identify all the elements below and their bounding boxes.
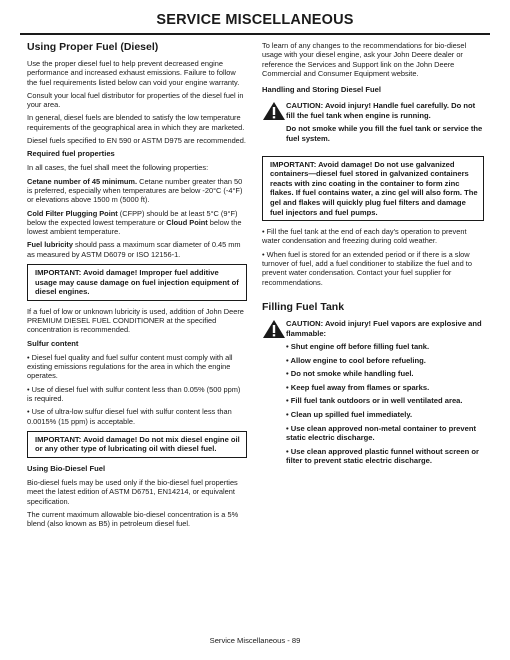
caution-line: CAUTION: Avoid injury! Handle fuel carefully. Do not fill the fuel tank when engine is running.: [286, 101, 476, 120]
caution-line: Do not smoke while you fill the fuel tank or service the fuel system.: [286, 124, 483, 143]
paragraph: Use the proper diesel fuel to help prevent decreased engine performance and increased exhaust emissions. Failure to follow the fuel requirements listed below can void your engine warranty.: [27, 59, 240, 87]
caution-line: CAUTION: Avoid injury! Fuel vapors are explosive and flammable:: [286, 318, 482, 338]
title-rule: [20, 33, 490, 35]
lubricity-paragraph: [27, 240, 247, 259]
section-heading-proper-fuel: Using Proper Fuel (Diesel): [27, 41, 159, 53]
paragraph: The current maximum allowable bio-diesel concentration is a 5% blend (also known as B5) in petroleum diesel fuel.: [27, 509, 239, 529]
important-box-additive: IMPORTANT: Avoid damage! Improper fuel additive usage may cause damage on fuel injection equipment of diesel engines.: [27, 264, 247, 301]
handling-bullet: • Fill the fuel tank at the end of each day's operation to prevent water condensation and freezing during cold weather.: [262, 227, 467, 246]
paragraph: In general, diesel fuels are blended to satisfy the low temperature requirements of the geographical area in which they are marketed.: [27, 113, 245, 132]
caution-line: • Clean up spilled fuel immediately.: [286, 410, 413, 420]
caution-block-handling: [262, 101, 484, 147]
important-box-galvanized: IMPORTANT: Avoid damage! Do not use galvanized containers—diesel fuel stored in galvanized containers reacts with zinc coating in the container to form zinc flakes. If fuel contains water, a zinc gel will also form. The gel and flakes will quickly plug fuel filters and damage fuel injectors and fuel pumps.: [262, 156, 484, 222]
caution-line: • Use clean approved plastic funnel without screen or filter to prevent static electric discharge.: [286, 446, 479, 466]
caution-block-filling: [262, 319, 484, 470]
sulfur-bullet: • Use of ultra-low sulfur diesel fuel with sulfur content less than 0.0015% (15 ppm) is acceptable.: [27, 407, 232, 426]
cfpp-label: Cold Filter Plugging Point: [27, 208, 118, 218]
right-column: [262, 41, 484, 478]
sulfur-bullet: • Diesel fuel quality and fuel sulfur content must comply with all existing emissions regulations for the area in which the engine operates.: [27, 352, 233, 381]
paragraph: If a fuel of low or unknown lubricity is used, addition of John Deere PREMIUM DIESEL FUEL CONDITIONER at the specified concentration is recommended.: [27, 306, 244, 335]
lubricity-label: Fuel lubricity: [27, 240, 73, 250]
paragraph: To learn of any changes to the recommendations for bio-diesel usage with your diesel engine, ask your John Deere dealer or reference the Services and Support link on the John Deere Commercial and Consumer Equipment website.: [262, 41, 467, 78]
caution-line: • Allow engine to cool before refueling.: [286, 355, 426, 365]
left-column: [27, 41, 247, 532]
page-title: SERVICE MISCELLANEOUS: [156, 12, 354, 28]
subheading-handling: Handling and Storing Diesel Fuel: [262, 85, 381, 95]
cetane-label: Cetane number of 45 minimum.: [27, 176, 138, 186]
paragraph: Bio-diesel fuels may be used only if the bio-diesel fuel properties meet the latest edition of ASTM D6751, EN14214, or equivalent specification.: [27, 477, 238, 506]
paragraph: Diesel fuels specified to EN 590 or ASTM D975 are recommended.: [27, 136, 246, 146]
important-box-oil: IMPORTANT: Avoid damage! Do not mix diesel engine oil or any other type of lubricating oil with diesel fuel.: [27, 431, 247, 458]
paragraph: Consult your local fuel distributor for properties of the diesel fuel in your area.: [27, 90, 244, 110]
page-footer: Service Miscellaneous - 89: [209, 636, 301, 645]
caution-line: • Use clean approved non-metal container to prevent static electric discharge.: [286, 423, 477, 443]
cetane-paragraph: [27, 177, 247, 205]
caution-line: • Shut engine off before filling fuel tank.: [286, 342, 430, 352]
subheading-bio-diesel: Using Bio-Diesel Fuel: [27, 463, 106, 473]
cfpp-text: (CFPP) should be at least 5°C (9°F) below the expected lowest temperature or: [27, 208, 238, 227]
handling-bullet: • When fuel is stored for an extended period or if there is a slow turnover of fuel, add a fuel conditioner to stabilize the fuel and to prevent water condensation. Contact your fuel supplier for recommendations.: [262, 249, 472, 287]
caution-line: • Do not smoke while handling fuel.: [286, 369, 414, 379]
caution-line: • Fill fuel tank outdoors or in well ventilated area.: [286, 396, 463, 406]
caution-line: • Keep fuel away from flames or sparks.: [286, 382, 430, 392]
lubricity-text: should pass a maximum scar diameter of 0.45 mm as measured by ASTM D6079 or ISO 12156-1.: [27, 240, 241, 259]
cfpp-paragraph: [27, 209, 247, 237]
cfpp-text-2: below the lowest ambient temperature.: [27, 217, 242, 237]
warning-triangle-icon: [262, 101, 286, 121]
paragraph: In all cases, the fuel shall meet the following properties:: [27, 163, 209, 173]
subheading-sulfur: Sulfur content: [27, 338, 79, 348]
sulfur-bullet: • Use of diesel fuel with sulfur content less than 0.05% (500 ppm) is required.: [27, 384, 241, 403]
cloud-point-label: Cloud Point: [166, 217, 208, 227]
section-heading-filling: Filling Fuel Tank: [262, 300, 345, 313]
cetane-text: Cetane number greater than 50 is preferred, especially when temperatures are below -20°C (-4°F) or elevations above 1500 m (5000 ft).: [27, 176, 243, 205]
subheading-required-properties: Required fuel properties: [27, 149, 115, 159]
warning-triangle-icon: [262, 319, 286, 339]
